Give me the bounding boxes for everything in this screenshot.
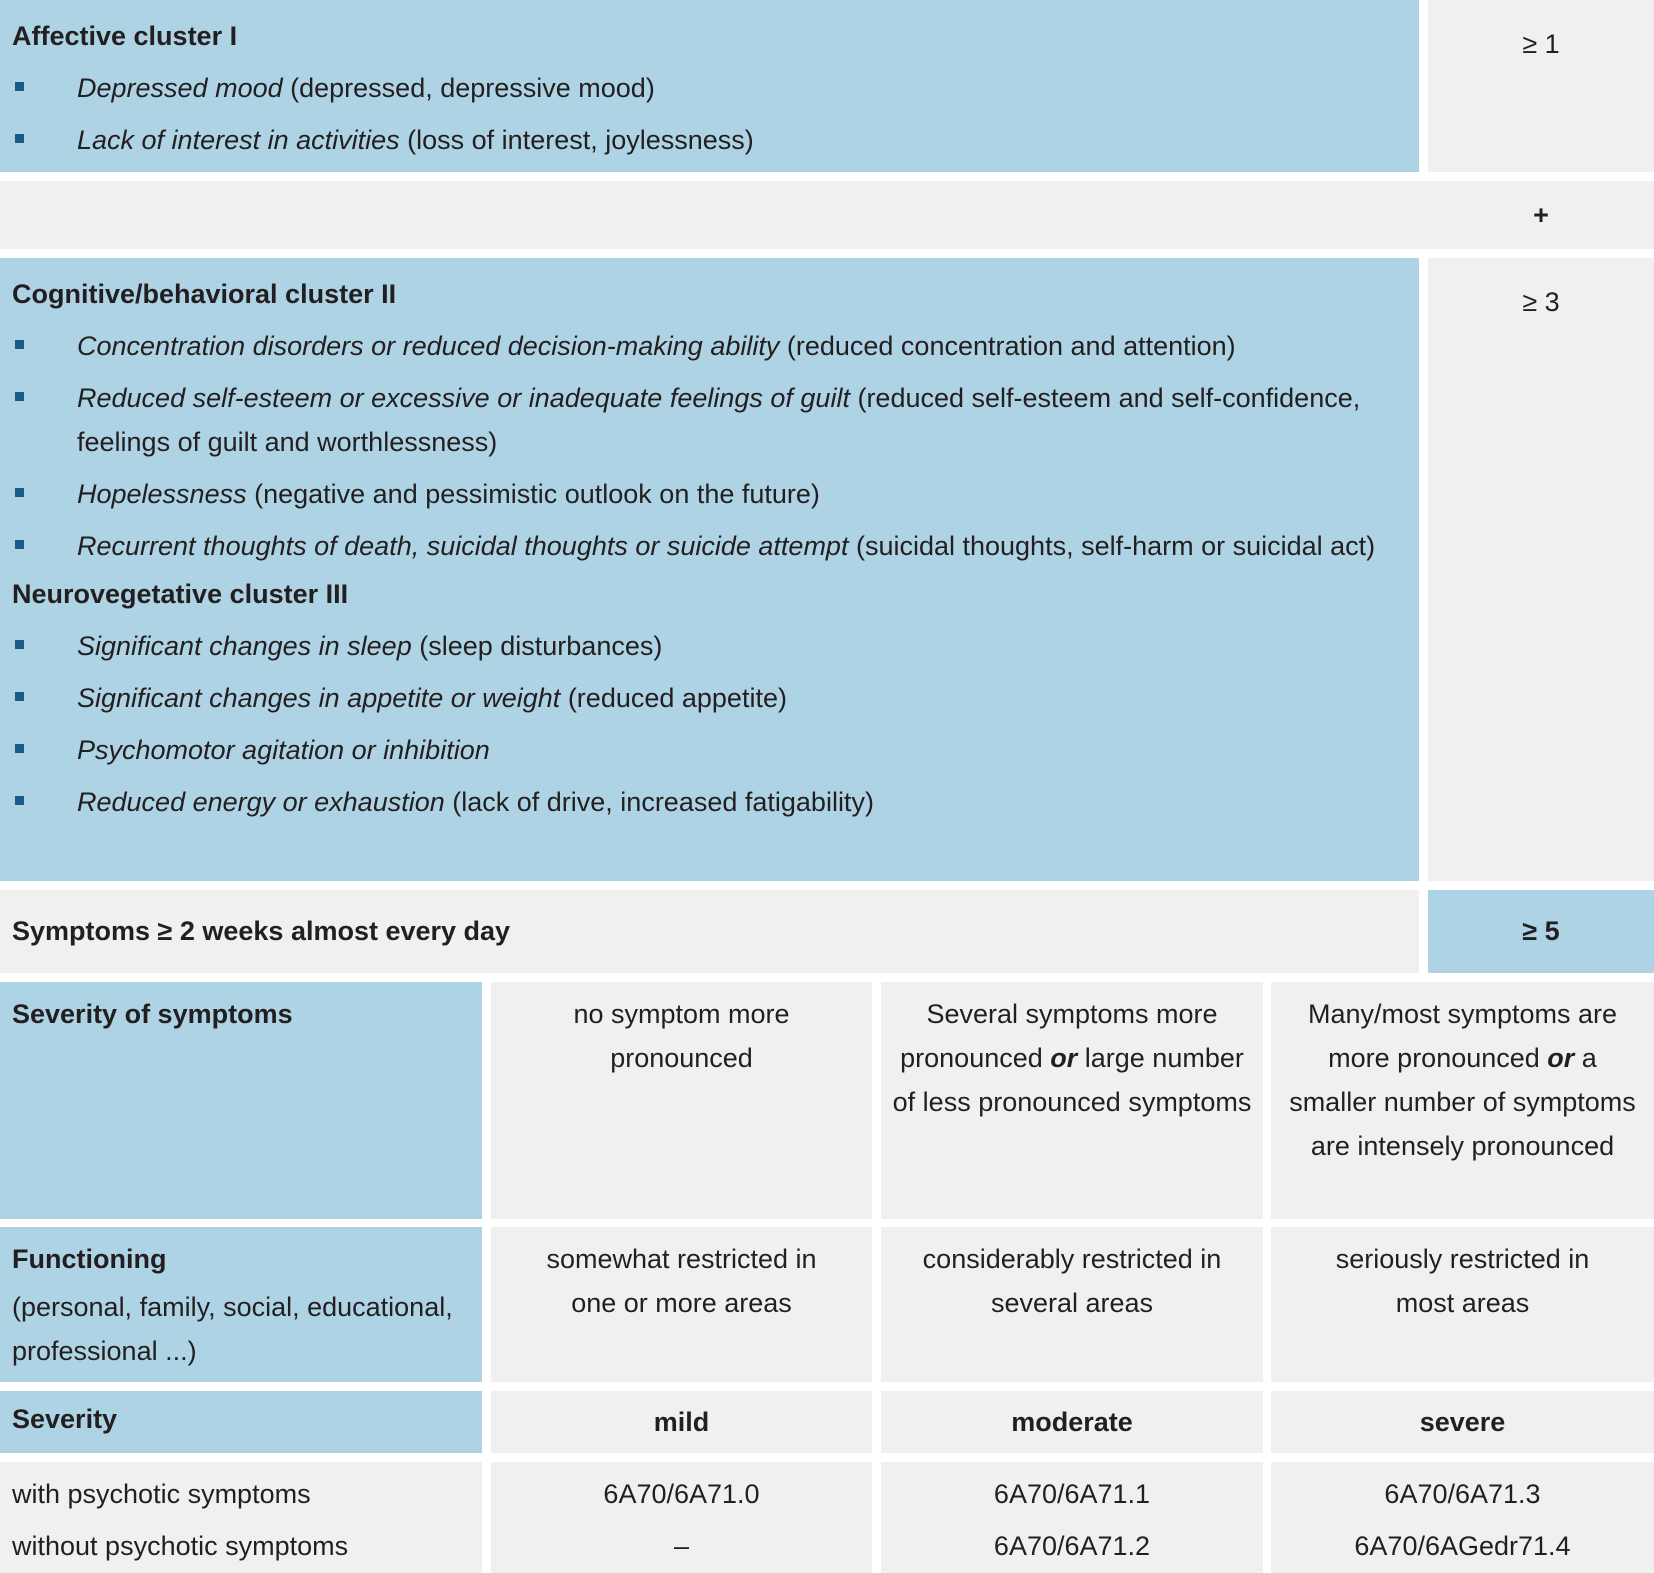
total-threshold-cell — [1428, 890, 1654, 973]
severity-of-symptoms-mild: no symptom more pronounced — [491, 982, 872, 1219]
cluster-ii-title: Cognitive/behavioral cluster II — [12, 279, 397, 309]
codes-mild-cell — [491, 1462, 872, 1573]
with-psychotic-label: with psychotic symptoms — [12, 1479, 311, 1509]
severity-moderate-cell — [881, 1391, 1263, 1453]
functioning-label: Functioning — [12, 1244, 167, 1274]
plus-symbol: + — [1533, 200, 1549, 230]
bullet-icon — [15, 392, 24, 401]
bullet-icon — [15, 134, 24, 143]
code-with-moderate: 6A70/6A71.1 — [993, 1479, 1151, 1509]
functioning-label-cell — [0, 1227, 482, 1382]
code-without-severe: 6A70/6AGedr71.4 — [1354, 1531, 1571, 1561]
list-item: Depressed mood (depressed, depressive mood) — [0, 66, 1419, 110]
bullet-icon — [15, 796, 24, 805]
plus-row — [0, 181, 1654, 249]
functioning-mild: somewhat restricted in one or more areas — [491, 1227, 872, 1382]
severity-mild: mild — [653, 1407, 710, 1437]
list-item: Reduced energy or exhaustion (lack of drive, increased fatigability) — [0, 780, 1419, 824]
bullet-icon — [15, 540, 24, 549]
cluster-ii-threshold: ≥ 3 — [1522, 287, 1560, 317]
bullet-icon — [15, 744, 24, 753]
bullet-icon — [15, 692, 24, 701]
severity-of-symptoms-moderate: Several symptoms more pronounced or large number of less pronounced symptoms — [881, 982, 1263, 1219]
codes-label-cell — [0, 1462, 482, 1573]
severity-label: Severity — [12, 1404, 118, 1434]
bullet-icon — [15, 488, 24, 497]
list-item: Psychomotor agitation or inhibition — [0, 728, 1419, 772]
list-item: Significant changes in appetite or weight (reduced appetite) — [0, 676, 1419, 720]
duration-label: Symptoms ≥ 2 weeks almost every day — [12, 916, 511, 946]
cluster-iii-title: Neurovegetative cluster III — [12, 579, 349, 609]
cluster-ii-threshold-cell — [1428, 258, 1654, 881]
list-item: Lack of interest in activities (loss of interest, joylessness) — [0, 118, 1419, 162]
bullet-icon — [15, 82, 24, 91]
code-with-mild: 6A70/6A71.0 — [603, 1479, 760, 1509]
code-with-severe: 6A70/6A71.3 — [1384, 1479, 1541, 1509]
list-item: Significant changes in sleep (sleep disturbances) — [0, 624, 1419, 668]
code-without-moderate: 6A70/6A71.2 — [993, 1531, 1151, 1561]
code-without-mild: – — [673, 1531, 690, 1561]
functioning-sublabel: (personal, family, social, educational, professional ...) — [12, 1292, 453, 1366]
bullet-icon — [15, 640, 24, 649]
total-threshold: ≥ 5 — [1522, 916, 1560, 946]
severity-of-symptoms-label-cell — [0, 982, 482, 1219]
severity-of-symptoms-severe: Many/most symptoms are more pronounced or a smaller number of symptoms are intensely pronounced — [1271, 982, 1654, 1219]
list-item: Recurrent thoughts of death, suicidal thoughts or suicide attempt (suicidal thoughts, self-harm or suicidal act) — [0, 524, 1389, 568]
bullet-icon — [15, 340, 24, 349]
severity-severe-cell — [1271, 1391, 1654, 1453]
severity-moderate: moderate — [1011, 1407, 1133, 1437]
list-item: Reduced self-esteem or excessive or inadequate feelings of guilt (reduced self-esteem and self-confidence, feelings of guilt and worthlessness) — [0, 376, 1389, 464]
severity-severe: severe — [1419, 1407, 1506, 1437]
cluster-i-threshold-cell — [1428, 0, 1654, 172]
without-psychotic-label: without psychotic symptoms — [12, 1531, 349, 1561]
cluster-i-title: Affective cluster I — [12, 21, 238, 51]
severity-of-symptoms-label: Severity of symptoms — [12, 999, 293, 1029]
codes-moderate-cell — [881, 1462, 1263, 1573]
codes-severe-cell — [1271, 1462, 1654, 1573]
list-item: Concentration disorders or reduced decision-making ability (reduced concentration and attention) — [0, 324, 1389, 368]
duration-cell — [0, 890, 1419, 973]
severity-label-cell — [0, 1391, 482, 1453]
cluster-i-cell — [0, 0, 1419, 172]
functioning-severe: seriously restricted in most areas — [1271, 1227, 1654, 1382]
severity-mild-cell — [491, 1391, 872, 1453]
cluster-i-threshold: ≥ 1 — [1522, 29, 1560, 59]
cluster-ii-iii-cell — [0, 258, 1419, 881]
list-item: Hopelessness (negative and pessimistic outlook on the future) — [0, 472, 1389, 516]
functioning-moderate: considerably restricted in several areas — [881, 1227, 1263, 1382]
